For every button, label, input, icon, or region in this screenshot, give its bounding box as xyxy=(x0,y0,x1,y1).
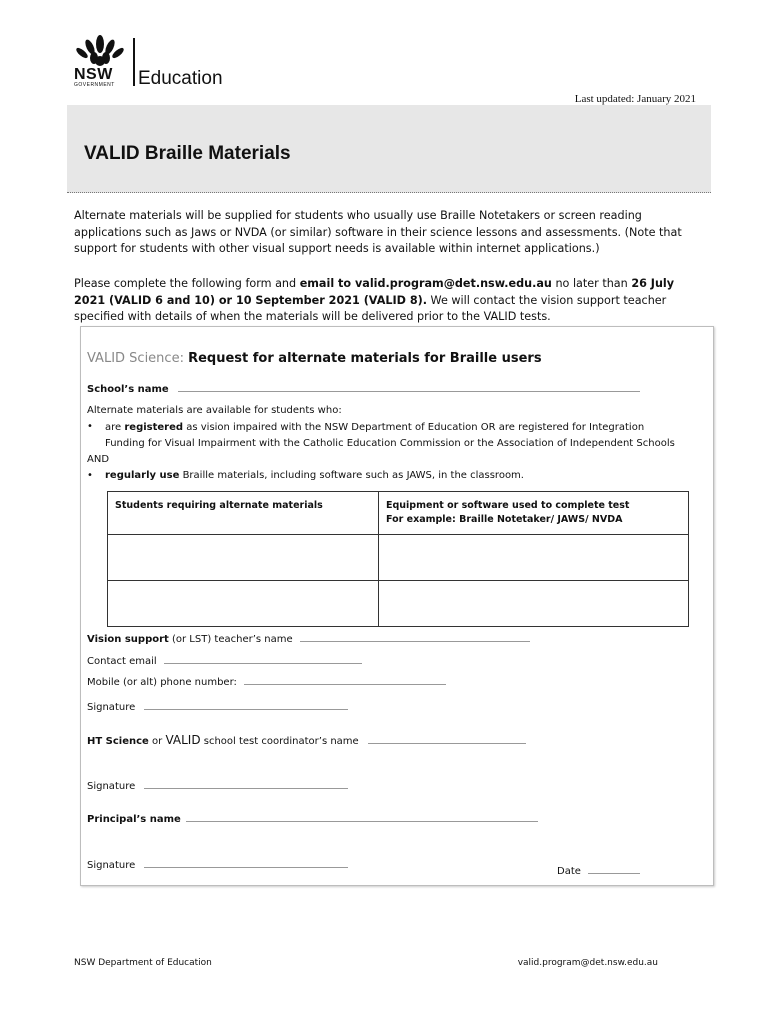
schools-name-field[interactable] xyxy=(178,382,640,392)
contact-email-field[interactable] xyxy=(164,654,362,664)
intro-paragraph: Alternate materials will be supplied for students who usually use Braille Notetakers or screen reading applications such as Jaws or NVDA (or similar) software in their science lessons and assessments. (Note that support for students with other visual support needs is available within internet applications.) xyxy=(74,209,682,255)
principal-row: Principal’s name xyxy=(87,812,538,827)
deadline-text: 26 July 2021 (VALID 6 and 10) or 10 September 2021 (VALID 8). xyxy=(74,277,675,307)
footer-department: NSW Department of Education xyxy=(74,958,212,968)
last-updated: Last updated: January 2021 xyxy=(574,93,696,105)
logo-education-text: Education xyxy=(138,68,223,89)
principal-signature-field[interactable] xyxy=(144,858,348,868)
waratah-icon xyxy=(72,34,128,68)
schools-name-label: School’s name xyxy=(87,384,169,395)
equipment-cell[interactable] xyxy=(379,535,689,581)
vision-signature-row: Signature xyxy=(87,700,348,715)
students-table xyxy=(107,491,689,627)
ht-signature-row: Signature xyxy=(87,779,348,794)
mobile-row: Mobile (or alt) phone number: xyxy=(87,675,446,690)
nsw-education-logo xyxy=(72,34,242,90)
date-field[interactable] xyxy=(588,864,640,874)
logo-government-text: GOVERNMENT xyxy=(74,82,115,88)
vision-support-row: Vision support (or LST) teacher’s name xyxy=(87,632,530,647)
schools-name-row xyxy=(87,382,640,397)
eligibility-bullet-1: • are registered as vision impaired with the NSW Department of Education OR are registered for Integration Funding for Visual Impairment with the Catholic Education Commission or the Association of Independent Schools xyxy=(87,421,675,449)
and-text: AND xyxy=(87,454,110,465)
eligibility-bullet-2: • regularly use Braille materials, including software such as JAWS, in the classroom. xyxy=(87,470,524,481)
request-form xyxy=(80,326,714,886)
vision-signature-field[interactable] xyxy=(144,700,348,710)
student-cell[interactable] xyxy=(108,535,379,581)
page-title: VALID Braille Materials xyxy=(84,143,291,164)
date-row: Date xyxy=(557,864,640,879)
table-row xyxy=(108,535,689,581)
email-instruction: email to valid.program@det.nsw.edu.au xyxy=(299,277,552,290)
instructions-paragraph: Please complete the following form and email to valid.program@det.nsw.edu.au no later than 26 July 2021 (VALID 6 and 10) or 10 September 2021 (VALID 8). We will contact the vision support teacher specified with details of when the materials will be delivered prior to the VALID tests. xyxy=(74,277,675,323)
title-band xyxy=(67,105,711,193)
principal-signature-row: Signature xyxy=(87,858,348,873)
principal-name-field[interactable] xyxy=(186,812,538,822)
vision-support-name-field[interactable] xyxy=(300,632,530,642)
student-cell[interactable] xyxy=(108,581,379,627)
table-header-row xyxy=(108,492,689,535)
equipment-cell[interactable] xyxy=(379,581,689,627)
column-header-equipment: Equipment or software used to complete test For example: Braille Notetaker/ JAWS/ NVDA xyxy=(379,492,689,535)
footer-email: valid.program@det.nsw.edu.au xyxy=(517,958,658,968)
logo-divider xyxy=(133,38,135,86)
column-header-students: Students requiring alternate materials xyxy=(108,492,379,535)
ht-science-name-field[interactable] xyxy=(368,734,526,744)
mobile-field[interactable] xyxy=(244,675,446,685)
ht-signature-field[interactable] xyxy=(144,779,348,789)
form-title: VALID Science: Request for alternate materials for Braille users xyxy=(87,351,542,366)
table-row xyxy=(108,581,689,627)
ht-science-row: HT Science or VALID school test coordinator’s name xyxy=(87,733,526,749)
logo-nsw-text: NSW xyxy=(74,66,113,83)
contact-email-row: Contact email xyxy=(87,654,362,669)
available-intro: Alternate materials are available for students who: xyxy=(87,405,342,416)
